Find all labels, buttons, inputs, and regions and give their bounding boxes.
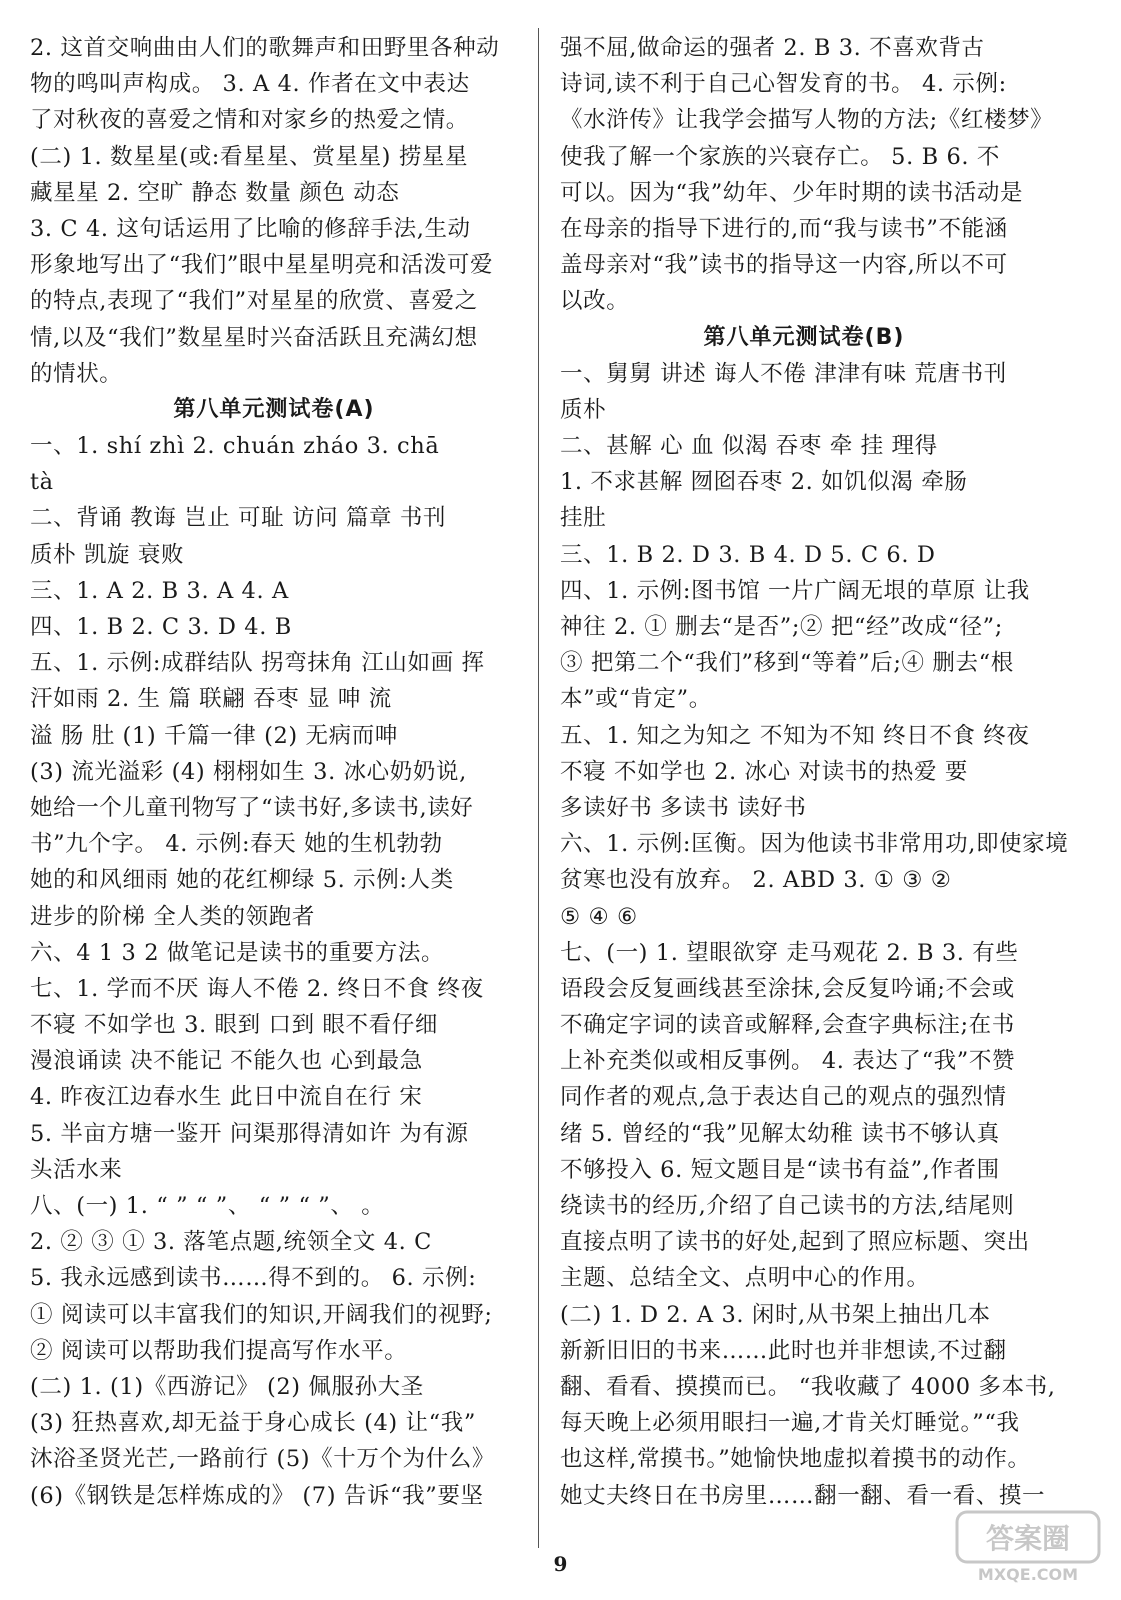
watermark-url: MXQE.COM bbox=[977, 1565, 1079, 1584]
answer-line: 2. 这首交响曲由人们的歌舞声和田野里各种动 bbox=[30, 35, 500, 61]
section-heading: 第八单元测试卷(A) bbox=[173, 396, 375, 422]
column-divider bbox=[538, 28, 539, 1548]
answer-line: 不寝 不如学也 2. 冰心 对读书的热爱 要 bbox=[560, 758, 968, 785]
answer-line: ③ 把第二个“我们”移到“等着”后;④ 删去“根 bbox=[560, 650, 1014, 677]
answer-line: tà bbox=[30, 469, 54, 496]
answer-line: 她的和风细雨 她的花红柳绿 5. 示例:人类 bbox=[30, 867, 454, 894]
answer-line: 盖母亲对“我”读书的指导这一内容,所以不可 bbox=[560, 252, 1008, 279]
answer-line: 沐浴圣贤光芒,一路前行 (5)《十万个为什么》 bbox=[30, 1446, 495, 1473]
answer-line: 了对秋夜的喜爱之情和对家乡的热爱之情。 bbox=[30, 107, 469, 134]
answer-line: 5. 半亩方塘一鉴开 问渠那得清如许 为有源 bbox=[30, 1120, 469, 1147]
answer-line: 3. C 4. 这句话运用了比喻的修辞手法,生动 bbox=[30, 215, 471, 242]
answer-line: 情,以及“我们”数星星时兴奋活跃且充满幻想 bbox=[30, 324, 478, 351]
answer-line: 强不屈,做命运的强者 2. B 3. 不喜欢背古 bbox=[560, 35, 985, 61]
answer-line: (3) 狂热喜欢,却无益于身心成长 (4) 让“我” bbox=[30, 1410, 476, 1437]
answer-line: 她给一个儿童刊物写了“读书好,多读书,读好 bbox=[30, 794, 474, 821]
answer-line: 诗词,读不利于自己心智发育的书。 4. 示例: bbox=[560, 71, 1007, 98]
answer-line: 五、1. 知之为知之 不知为不知 终日不食 终夜 bbox=[560, 722, 1030, 749]
answer-line: 质朴 凯旋 衰败 bbox=[30, 541, 185, 568]
section-heading: 第八单元测试卷(B) bbox=[703, 324, 905, 350]
answer-line: (二) 1. 数星星(或:看星星、赏星星) 捞星星 bbox=[30, 143, 469, 170]
answer-line: 三、1. A 2. B 3. A 4. A bbox=[30, 577, 289, 604]
answer-line: 本”或“肯定”。 bbox=[560, 686, 712, 713]
answer-line: 不寝 不如学也 3. 眼到 口到 眼不看仔细 bbox=[30, 1012, 438, 1039]
answer-line: 不确定字词的读音或解释,会查字典标注;在书 bbox=[560, 1012, 1015, 1039]
answer-line: 也这样,常摸书。”她愉快地虚拟着摸书的动作。 bbox=[560, 1446, 1031, 1473]
answer-line: 神往 2. ① 删去“是否”;② 把“经”改成“径”; bbox=[560, 614, 1003, 640]
answer-line: 不够投入 6. 短文题目是“读书有益”,作者围 bbox=[560, 1156, 1000, 1183]
answer-line: (二) 1. (1)《西游记》 (2) 佩服孙大圣 bbox=[30, 1373, 424, 1400]
answer-line: (6)《钢铁是怎样炼成的》 (7) 告诉“我”要坚 bbox=[30, 1482, 484, 1509]
answer-line: 新新旧旧的书来……此时也并非想读,不过翻 bbox=[560, 1337, 1007, 1364]
answer-line: 绪 5. 曾经的“我”见解太幼稚 读书不够认真 bbox=[560, 1120, 1000, 1147]
page-number: 9 bbox=[553, 1552, 568, 1576]
answer-line: 挂肚 bbox=[560, 505, 607, 532]
right-column bbox=[560, 30, 1069, 1514]
answer-line: 一、1. shí zhì 2. chuán zháo 3. chā bbox=[30, 433, 440, 460]
answer-line: ⑤ ④ ⑥ bbox=[560, 903, 638, 930]
answer-line: 二、甚解 心 血 似渴 吞枣 牵 挂 理得 bbox=[560, 433, 938, 460]
answer-line: 六、1. 示例:匡衡。因为他读书非常用功,即使家境 bbox=[560, 831, 1069, 858]
answer-line: 多读好书 多读书 读好书 bbox=[560, 794, 807, 821]
answer-line: 以改。 bbox=[560, 288, 630, 315]
answer-line: 溢 肠 肚 (1) 千篇一律 (2) 无病而呻 bbox=[30, 722, 398, 749]
answer-line: 一、舅舅 讲述 诲人不倦 津津有味 荒唐书刊 bbox=[560, 360, 1007, 387]
answer-line: 质朴 bbox=[560, 396, 607, 423]
answer-line: 汗如雨 2. 生 篇 联翩 吞枣 显 呻 流 bbox=[30, 686, 392, 713]
answer-line: 她丈夫终日在书房里……翻一翻、看一看、摸一 bbox=[560, 1482, 1046, 1509]
answer-line: 1. 不求甚解 囫囵吞枣 2. 如饥似渴 牵肠 bbox=[560, 469, 968, 496]
answer-line: 每天晚上必须用眼扫一遍,才肯关灯睡觉。”“我 bbox=[560, 1410, 1020, 1437]
answer-line: 同作者的观点,急于表达自己的观点的强烈情 bbox=[560, 1084, 1007, 1111]
answer-line: 2. ② ③ ① 3. 落笔点题,统领全文 4. C bbox=[30, 1229, 432, 1256]
answer-line: ② 阅读可以帮助我们提高写作水平。 bbox=[30, 1337, 408, 1364]
answer-line: 三、1. B 2. D 3. B 4. D 5. C 6. D bbox=[560, 541, 936, 568]
answer-line: 六、4 1 3 2 做笔记是读书的重要方法。 bbox=[30, 939, 445, 966]
answer-line: 五、1. 示例:成群结队 拐弯抹角 江山如画 挥 bbox=[30, 650, 485, 677]
answer-line: (3) 流光溢彩 (4) 栩栩如生 3. 冰心奶奶说, bbox=[30, 758, 467, 785]
answer-line: ① 阅读可以丰富我们的知识,开阔我们的视野; bbox=[30, 1301, 493, 1328]
answer-line: 四、1. 示例:图书馆 一片广阔无垠的草原 让我 bbox=[560, 577, 1030, 604]
watermark-logo bbox=[953, 1506, 1103, 1586]
left-column bbox=[30, 30, 518, 1514]
answer-line: 《水浒传》让我学会描写人物的方法;《红楼梦》 bbox=[560, 107, 1054, 134]
answer-line: 漫浪诵读 决不能记 不能久也 心到最急 bbox=[30, 1048, 423, 1075]
answer-line: 使我了解一个家族的兴衰存亡。 5. B 6. 不 bbox=[560, 143, 1000, 170]
answer-line: 的特点,表现了“我们”对星星的欣赏、喜爱之 bbox=[30, 288, 478, 315]
answer-line: 物的鸣叫声构成。 3. A 4. 作者在文中表达 bbox=[30, 71, 470, 98]
answer-line: 进步的阶梯 全人类的领跑者 bbox=[30, 903, 315, 930]
answer-line: 七、1. 学而不厌 诲人不倦 2. 终日不食 终夜 bbox=[30, 975, 484, 1002]
answer-line: 可以。因为“我”幼年、少年时期的读书活动是 bbox=[560, 179, 1024, 206]
answer-line: 5. 我永远感到读书……得不到的。 6. 示例: bbox=[30, 1265, 477, 1292]
answer-line: 形象地写出了“我们”眼中星星明亮和活泼可爱 bbox=[30, 252, 494, 279]
answer-line: 头活水来 bbox=[30, 1156, 123, 1183]
watermark-title: 答案圈 bbox=[985, 1522, 1071, 1555]
answer-line: 四、1. B 2. C 3. D 4. B bbox=[30, 614, 292, 640]
answer-line: 4. 昨夜江边春水生 此日中流自在行 宋 bbox=[30, 1084, 423, 1111]
answer-line: (二) 1. D 2. A 3. 闲时,从书架上抽出几本 bbox=[560, 1301, 991, 1328]
answer-line: 主题、总结全文、点明中心的作用。 bbox=[560, 1265, 930, 1292]
answer-line: 的情状。 bbox=[30, 360, 123, 387]
answer-line: 贫寒也没有放弃。 2. ABD 3. ① ③ ② bbox=[560, 867, 952, 894]
answer-line: 书”九个字。 4. 示例:春天 她的生机勃勃 bbox=[30, 831, 443, 858]
answer-line: 在母亲的指导下进行的,而“我与读书”不能涵 bbox=[560, 215, 1008, 242]
answer-line: 上补充类似或相反事例。 4. 表达了“我”不赞 bbox=[560, 1048, 1016, 1075]
answer-line: 绕读书的经历,介绍了自己读书的方法,结尾则 bbox=[560, 1193, 1015, 1219]
answer-line: 七、(一) 1. 望眼欲穿 走马观花 2. B 3. 有些 bbox=[560, 939, 1019, 966]
answer-line: 直接点明了读书的好处,起到了照应标题、突出 bbox=[560, 1229, 1030, 1256]
answer-line: 八、(一) 1. “ ” “ ”、 “ ” “ ”、 。 bbox=[30, 1193, 385, 1219]
answer-line: 藏星星 2. 空旷 静态 数量 颜色 动态 bbox=[30, 179, 400, 206]
answer-line: 翻、看看、摸摸而已。 “我收藏了 4000 多本书, bbox=[560, 1373, 1056, 1400]
answer-line: 语段会反复画线甚至涂抹,会反复吟诵;不会或 bbox=[560, 975, 1015, 1002]
answer-line: 二、背诵 教诲 岂止 可耻 访问 篇章 书刊 bbox=[30, 505, 447, 532]
